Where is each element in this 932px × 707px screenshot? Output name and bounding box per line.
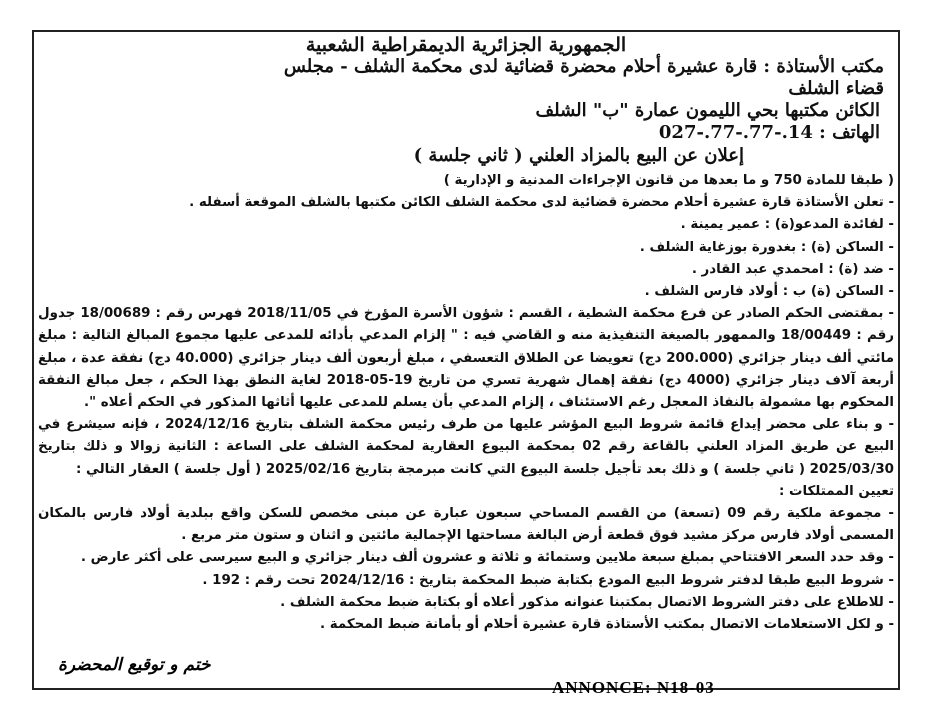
- sale-conditions-line: - شروط البيع طبقا لدفتر شروط البيع المودع بكتابة ضبط المحكمة بتاريخ : 2024/12/16 تحت رقم : 192 .: [202, 572, 894, 588]
- signature-label: ختم و توقيع المحضرة: [58, 655, 211, 675]
- sale-line-1: - و بناء على محضر إيداع قائمة شروط البيع المؤشر عليها من طرف رئيس محكمة الشلف بتاريخ 2024/12/16 ، فإنه سيشرع في: [38, 417, 894, 433]
- judgment-line-1: - بمقتضى الحكم الصادر عن فرع محكمة الشطية ، القسم : شؤون الأسرة المؤرخ في 2018/11/05 فهرس رقم : 18/00689 جدول: [38, 306, 894, 322]
- beneficiary-line: - لفائدة المدعو(ة) : عمير يمينة .: [680, 217, 894, 233]
- property-line-2: المسمى أولاد فارس مركز مشيد فوق قطعة أرض البالغة مساحتها الإجمالية مائتين و اثنان و ستون متر مربع .: [181, 528, 894, 544]
- office-heading-line1: مكتب الأستاذة : قارة عشيرة أحلام محضرة قضائية لدى محكمة الشلف - مجلس: [283, 56, 884, 77]
- opening-price-line: - وقد حدد السعر الافتتاحي بمبلغ سبعة ملايين وستمائة و ثلاثة و عشرون ألف دينار جزائري و البيع سيرسى على أكثر عارض .: [80, 550, 894, 566]
- judgment-line-3: مائتي ألف دينار جزائري (200.000 دج) تعويضا عن الطلاق التعسفي ، مبلغ أربعون ألف دينار جزائري (40.000 دج) نفقة عدة ، مبلغ: [38, 350, 894, 366]
- legal-notice: [38, 34, 894, 636]
- legal-basis-line: ( طبقا للمادة 750 و ما بعدها من قانون الإجراءات المدنية و الإدارية ): [443, 173, 894, 188]
- property-line-1: - مجموعة ملكية رقم 09 (تسعة) من القسم المساحي سبعون عبارة عن مبنى مخصص للسكن واقع ببلدية أولاد فارس بالمكان: [38, 505, 894, 521]
- annonce-number: ANNONCE: N18-03: [552, 678, 715, 697]
- notice-title: إعلان عن البيع بالمزاد العلني ( ثاني جلسة ): [413, 145, 744, 166]
- judgment-line-4: أربعة آلاف دينار جزائري (4000 دج) نفقة إهمال شهرية تسري من تاريخ 19-05-2018 لغاية النطق بهذا الحكم ، جعل مبالغ النفقة: [38, 372, 894, 388]
- announcement-line: - تعلن الأستاذة قارة عشيرة أحلام محضرة قضائية لدى محكمة الشلف الكائن مكتبها بالشلف الموقعة أسفله .: [189, 195, 894, 211]
- defendant-line: - ضد (ة) : امحمدي عبد القادر .: [691, 261, 894, 277]
- judgment-line-5: المحكوم بها مشمولة بالنفاذ المعجل رغم الاستئناف ، إلزام المدعي بأن يسلم للمدعى عليها أثاثها المذكور في الحكم أعلاه ".: [84, 394, 894, 410]
- sale-line-2: البيع عن طريق المزاد العلني بالقاعة رقم 02 بمحكمة البيوع العقارية لمحكمة الشلف على الساعة : الثانية زوالا و ذلك بتاريخ: [38, 439, 894, 455]
- judgment-line-2: رقم : 18/00449 والممهور بالصيغة التنفيذية منه و القاضي فيه : " إلزام المدعي بأدائه للمدعى عليها مجموع المبالغ التالية : مبلغ: [38, 328, 894, 344]
- defendant-address-line: - الساكن (ة) ب : أولاد فارس الشلف .: [644, 284, 894, 300]
- notice-body: [38, 170, 894, 636]
- consultation-line: - للاطلاع على دفتر الشروط الاتصال بمكتبنا عنوانه مذكور أعلاه أو بكتابة ضبط محكمة الشلف .: [280, 594, 894, 610]
- beneficiary-address-line: - الساكن (ة) : بغدورة بوزغاية الشلف .: [639, 239, 894, 255]
- sale-line-3: 2025/03/30 ( ثاني جلسة ) و ذلك بعد تأجيل جلسة البيوع التي كانت مبرمجة بتاريخ 2025/02/16 ( أول جلسة ) العقار التالي :: [76, 461, 894, 477]
- office-heading-line2: قضاء الشلف: [788, 78, 884, 99]
- office-phone: الهاتف : 14.-77.-77.-027: [658, 122, 880, 143]
- republic-heading: الجمهورية الجزائرية الديمقراطية الشعبية: [305, 34, 627, 56]
- property-heading: تعيين الممتلكات :: [778, 483, 894, 499]
- inquiries-line: - و لكل الاستعلامات الاتصال بمكتب الأستاذة قارة عشيرة أحلام أو بأمانة ضبط المحكمة .: [320, 616, 894, 632]
- office-address: الكائن مكتبها بحي الليمون عمارة "ب" الشلف: [535, 100, 880, 121]
